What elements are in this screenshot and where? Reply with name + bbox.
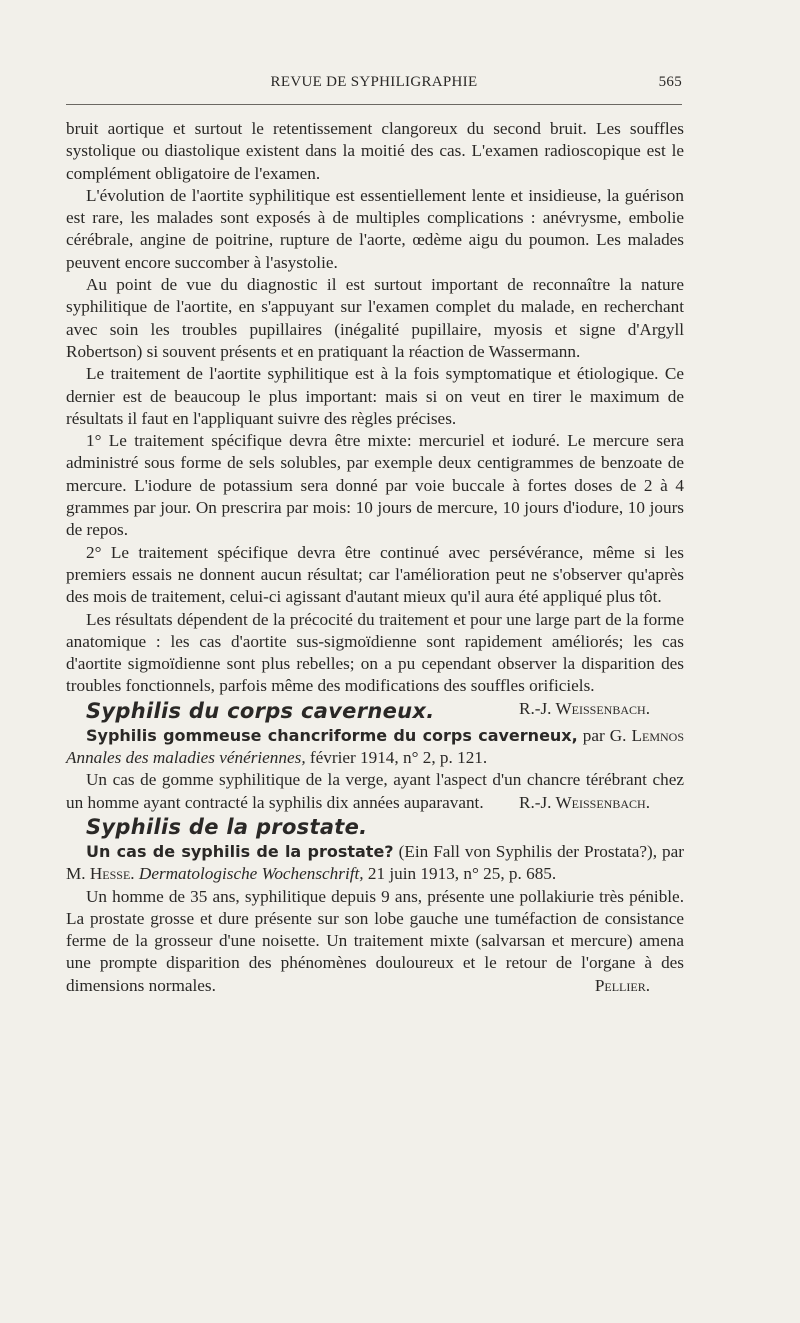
paragraph-3: Au point de vue du diagnostic il est surtout important de reconnaître la nature syphilitique de l'aortite, en s'appuyant sur l'examen complet du malade, en recherchant avec soin les troubles pupillaires (inégalité pupillaire, myosis et signe d'Argyll Robertson) si souvent présents et en pratiquant la réaction de Wassermann. xyxy=(66,275,684,361)
paragraph-2: L'évolution de l'aortite syphilitique est essentiellement lente et insidieuse, la guérison est rare, les malades sont exposés à de multiples complications : anévrysme, embolie cérébrale, angine de poitrine, rupture de l'aorte, œdème aigu du poumon. Les malades peuvent encore succomber à l'asystolie. xyxy=(66,185,684,272)
entry-journal: Dermatologische Wochenschrift, xyxy=(134,864,364,884)
running-title: REVUE DE SYPHILIGRAPHIE xyxy=(270,74,478,90)
signature-weissenbach-1: R.-J. Weissenbach. xyxy=(519,698,650,718)
signature-pellier: Pellier. xyxy=(594,975,650,995)
summary-prostate xyxy=(66,886,684,997)
entry-reference: février 1914, n° 2, p. 121. xyxy=(305,748,488,768)
entry-corps-caverneux xyxy=(66,725,684,770)
entry-title: Un cas de syphilis de la prostate? xyxy=(86,841,394,861)
summary-corps-caverneux xyxy=(66,769,684,814)
entry-title: Syphilis gommeuse chancriforme du corps caverneux, xyxy=(86,725,578,745)
paragraph-5: 1° Le traitement spécifique devra être mixte: mercuriel et ioduré. Le mercure sera administré sous forme de sels solubles, par exemple deux centigrammes de benzoate de mercure. L'iodure de potassium sera donné par voie buccale à fortes doses de 2 à 4 grammes par jour. On prescrira par mois: 10 jours de mercure, 10 jours d'iodure, 10 jours de repos. xyxy=(66,431,684,540)
page-header xyxy=(66,72,682,98)
entry-author: Lemnos xyxy=(631,725,684,745)
entry-german-title: (Ein Fall von Syphilis der Prostata?), par M. xyxy=(66,841,684,884)
entry-prostate xyxy=(66,841,684,886)
entry-by: par G. xyxy=(577,725,632,745)
entry-reference: 21 juin 1913, n° 25, p. 685. xyxy=(363,864,557,884)
signature-weissenbach-2: R.-J. Weissenbach. xyxy=(519,792,650,812)
section-title-corps-caverneux: Syphilis du corps caverneux. xyxy=(86,698,435,723)
paragraph-1: bruit aortique et surtout le retentissement clangoreux du second bruit. Les souffles systolique ou diastolique existent dans la moitié des cas. L'examen radioscopique est le complément obligatoire de l'examen. xyxy=(66,119,684,183)
header-rule xyxy=(66,104,682,105)
summary-text: Un homme de 35 ans, syphilitique depuis 9 ans, présente une pollakiurie très pénible. La prostate grosse et dure présente sur son lobe gauche une tuméfaction de consistance ferme de la grosseur d'une noisette. Un traitement mixte (salvarsan et mercure) amena une prompte disparition des phénomènes douloureux et le retour de l'organe à des dimensions normales. xyxy=(66,886,684,995)
paragraph-7-text: Les résultats dépendent de la précocité du traitement et pour une large part de la forme anatomique : les cas d'aortite sus-sigmoïdienne sont rapidement améliorés; les cas d'aortite sigmoïdienne sont plus rebelles; on a pu cependant observer la disparition des troubles fonctionnels, parfois même des modifications des souffles orificiels. xyxy=(66,609,684,696)
summary-text: Un cas de gomme syphilitique de la verge, ayant l'aspect d'un chancre térébrant chez un homme ayant contracté la syphilis dix années auparavant. xyxy=(66,770,684,812)
paragraph-4: Le traitement de l'aortite syphilitique est à la fois symptomatique et étiologique. Ce dernier est de beaucoup le plus important: mais si on veut en tirer le maximum de résultats il faut en l'appliquant suivre des règles précises. xyxy=(66,364,684,428)
section-title-prostate: Syphilis de la prostate. xyxy=(86,814,368,839)
paragraph-6: 2° Le traitement spécifique devra être continué avec persévérance, même si les premiers essais ne donnent aucun résultat; car l'amélioration peut ne s'observer qu'après des mois de traitement, celui-ci agissant d'autant mieux qu'il aura été appliqué plus tôt. xyxy=(66,542,684,607)
entry-author: Hesse. xyxy=(89,864,135,884)
article-body xyxy=(66,118,684,997)
entry-journal: Annales des maladies vénériennes, xyxy=(66,748,306,768)
page-number: 565 xyxy=(658,74,682,90)
